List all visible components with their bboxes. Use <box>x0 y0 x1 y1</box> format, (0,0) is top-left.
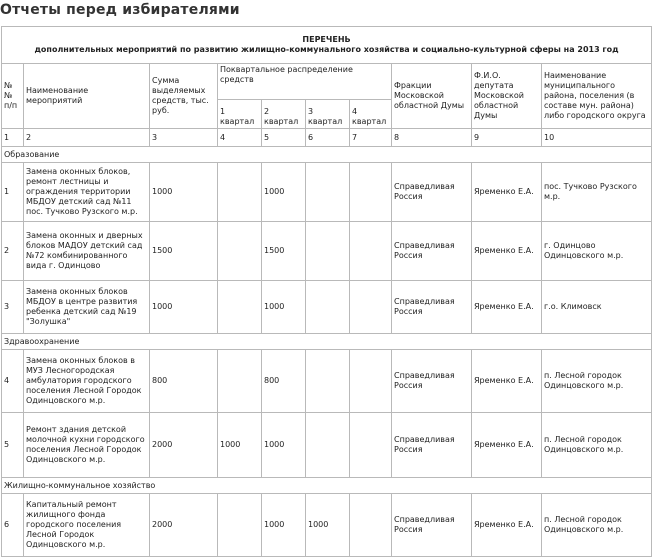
table-row <box>2 350 652 413</box>
faction: Справедливая Россия <box>392 413 472 478</box>
q2-amount: 1000 <box>262 281 306 334</box>
q2-amount: 1500 <box>262 222 306 281</box>
table-row <box>2 494 652 557</box>
q3-amount: 1000 <box>306 494 350 557</box>
header-quarterly: Поквартальное распределение средств <box>218 64 392 100</box>
col-number: 2 <box>24 129 150 147</box>
q2-amount: 1000 <box>262 494 306 557</box>
col-number: 10 <box>542 129 652 147</box>
table-row <box>2 163 652 222</box>
q4-amount <box>350 413 392 478</box>
q3-amount <box>306 350 350 413</box>
row-number: 2 <box>2 222 24 281</box>
section-row <box>2 334 652 350</box>
amount: 1000 <box>150 281 218 334</box>
measure-name: Замена оконных блоков МБДОУ в центре развития ребенка детский сад №19 "Золушка" <box>24 281 150 334</box>
column-number-row <box>2 129 652 147</box>
measure-name: Капитальный ремонт жилищного фонда городского поселения Лесной Городок Одинцовского м.р. <box>24 494 150 557</box>
row-number: 3 <box>2 281 24 334</box>
amount: 1500 <box>150 222 218 281</box>
col-number: 6 <box>306 129 350 147</box>
deputy-name: Яременко Е.А. <box>472 281 542 334</box>
col-number: 1 <box>2 129 24 147</box>
faction: Справедливая Россия <box>392 350 472 413</box>
amount: 800 <box>150 350 218 413</box>
caption-title: ПЕРЕЧЕНЬ <box>302 35 351 44</box>
q1-amount <box>218 350 262 413</box>
q1-amount <box>218 281 262 334</box>
q4-amount <box>350 281 392 334</box>
q4-amount <box>350 494 392 557</box>
faction: Справедливая Россия <box>392 163 472 222</box>
q3-amount <box>306 163 350 222</box>
q3-amount <box>306 222 350 281</box>
measure-name: Замена оконных и дверных блоков МАДОУ детский сад №72 комбинированного вида г. Одинцово <box>24 222 150 281</box>
q3-amount <box>306 281 350 334</box>
header-sum: Сумма выделяемых средств, тыс. руб. <box>150 64 218 129</box>
table-row <box>2 281 652 334</box>
row-number: 6 <box>2 494 24 557</box>
municipality: пос. Тучково Рузского м.р. <box>542 163 652 222</box>
row-number: 5 <box>2 413 24 478</box>
q1-amount <box>218 494 262 557</box>
measure-name: Ремонт здания детской молочной кухни городского поселения Лесной Городок Одинцовского м.р. <box>24 413 150 478</box>
q2-amount: 800 <box>262 350 306 413</box>
page-title: Отчеты перед избирателями <box>0 2 240 18</box>
header-q3: 3 квартал <box>306 100 350 129</box>
faction: Справедливая Россия <box>392 222 472 281</box>
header-deputy: Ф.И.О. депутата Московской областной Думы <box>472 64 542 129</box>
amount: 1000 <box>150 163 218 222</box>
table-row <box>2 413 652 478</box>
section-row <box>2 478 652 494</box>
header-faction: Фракции Московской областной Думы <box>392 64 472 129</box>
header-area: Наименование муниципального района, поселения (в составе мун. района) либо городского округа <box>542 64 652 129</box>
section-row <box>2 147 652 163</box>
section-title: Образование <box>2 147 652 163</box>
measure-name: Замена оконных блоков в МУЗ Лесногородская амбулатория городского поселения Лесной Городок Одинцовского м.р. <box>24 350 150 413</box>
header-q2: 2 квартал <box>262 100 306 129</box>
deputy-name: Яременко Е.А. <box>472 494 542 557</box>
col-number: 7 <box>350 129 392 147</box>
col-number: 4 <box>218 129 262 147</box>
measure-name: Замена оконных блоков, ремонт лестницы и ограждения территории МБДОУ детский сад №11 пос. Тучково Рузского м.р. <box>24 163 150 222</box>
col-number: 8 <box>392 129 472 147</box>
deputy-name: Яременко Е.А. <box>472 222 542 281</box>
q1-amount: 1000 <box>218 413 262 478</box>
q2-amount: 1000 <box>262 163 306 222</box>
header-num: № № п/п <box>2 64 24 129</box>
header-q4: 4 квартал <box>350 100 392 129</box>
col-number: 9 <box>472 129 542 147</box>
q4-amount <box>350 350 392 413</box>
section-title: Жилищно-коммунальное хозяйство <box>2 478 652 494</box>
deputy-name: Яременко Е.А. <box>472 163 542 222</box>
deputy-name: Яременко Е.А. <box>472 350 542 413</box>
q2-amount: 1000 <box>262 413 306 478</box>
table-row <box>2 222 652 281</box>
table-caption <box>2 27 652 64</box>
q1-amount <box>218 222 262 281</box>
col-number: 5 <box>262 129 306 147</box>
municipality: г.о. Климовск <box>542 281 652 334</box>
q4-amount <box>350 222 392 281</box>
q3-amount <box>306 413 350 478</box>
municipality: п. Лесной городок Одинцовского м.р. <box>542 494 652 557</box>
q1-amount <box>218 163 262 222</box>
faction: Справедливая Россия <box>392 494 472 557</box>
caption-subtitle: дополнительных мероприятий по развитию жилищно-коммунального хозяйства и социально-культурной сферы на 2013 год <box>34 45 619 54</box>
measures-table <box>1 26 652 557</box>
amount: 2000 <box>150 494 218 557</box>
municipality: г. Одинцово Одинцовского м.р. <box>542 222 652 281</box>
col-number: 3 <box>150 129 218 147</box>
row-number: 1 <box>2 163 24 222</box>
header-q1: 1 квартал <box>218 100 262 129</box>
section-title: Здравоохранение <box>2 334 652 350</box>
q4-amount <box>350 163 392 222</box>
municipality: п. Лесной городок Одинцовского м.р. <box>542 413 652 478</box>
header-name: Наименование мероприятий <box>24 64 150 129</box>
faction: Справедливая Россия <box>392 281 472 334</box>
municipality: п. Лесной городок Одинцовского м.р. <box>542 350 652 413</box>
deputy-name: Яременко Е.А. <box>472 413 542 478</box>
row-number: 4 <box>2 350 24 413</box>
amount: 2000 <box>150 413 218 478</box>
